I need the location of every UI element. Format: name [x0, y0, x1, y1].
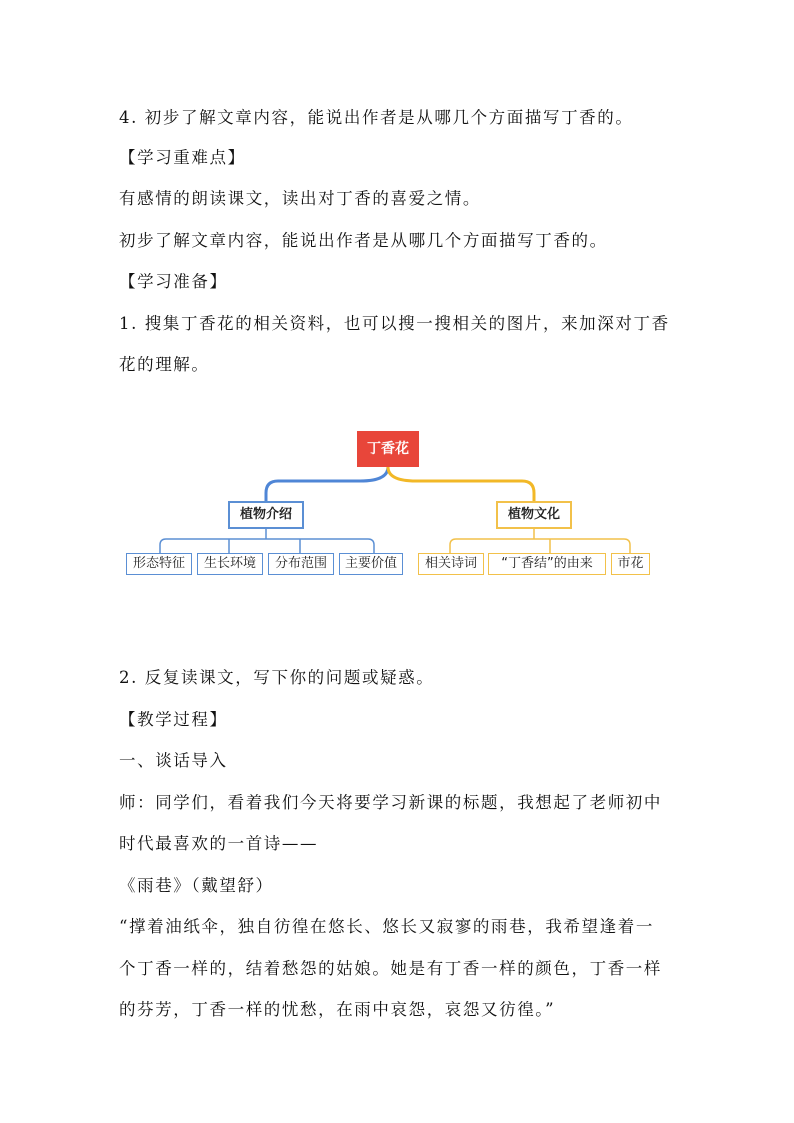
section-1-title: 一、谈话导入	[119, 751, 228, 770]
mindmap-leaf-environment: 生长环境	[197, 553, 263, 575]
mindmap-leaf-poems: 相关诗词	[418, 553, 484, 575]
mindmap-leaf-origin: “丁香结”的由来	[488, 553, 606, 575]
connector-right-children	[450, 529, 630, 553]
preparation-1-line-2: 花的理解。	[119, 355, 210, 374]
key-point-2: 初步了解文章内容，能说出作者是从哪几个方面描写丁香的。	[119, 231, 608, 250]
poem-line-1: “撑着油纸伞，独自彷徨在悠长、悠长又寂寥的雨巷，我希望逢着一	[119, 917, 654, 936]
poem-title: 《雨巷》（戴望舒）	[119, 876, 274, 895]
teacher-speech-line-2: 时代最喜欢的一首诗——	[119, 834, 319, 853]
connector-root-left	[266, 467, 388, 501]
poem-line-3: 的芬芳，丁香一样的忧愁，在雨中哀怨，哀怨又彷徨。”	[119, 1000, 556, 1019]
teacher-speech-line-1: 师：同学们，看着我们今天将要学习新课的标题，我想起了老师初中	[119, 793, 662, 812]
mindmap-leaf-morphology: 形态特征	[126, 553, 192, 575]
connector-left-children	[160, 529, 374, 553]
mindmap-leaf-value: 主要价值	[339, 553, 403, 575]
mindmap-node-plant-intro: 植物介绍	[228, 501, 304, 529]
connector-root-right	[388, 467, 534, 501]
mindmap-leaf-distribution: 分布范围	[268, 553, 334, 575]
key-point-1: 有感情的朗读课文，读出对丁香的喜爱之情。	[119, 189, 481, 208]
preparation-1-line-1: 1. 搜集丁香花的相关资料，也可以搜一搜相关的图片，来加深对丁香	[119, 314, 670, 333]
poem-line-2: 个丁香一样的，结着愁怨的姑娘。她是有丁香一样的颜色，丁香一样	[119, 959, 662, 978]
objective-4: 4. 初步了解文章内容，能说出作者是从哪几个方面描写丁香的。	[119, 108, 634, 127]
heading-key-points: 【学习重难点】	[119, 148, 246, 167]
heading-preparation: 【学习准备】	[119, 272, 228, 291]
mindmap-leaf-city-flower: 市花	[611, 553, 650, 575]
heading-teaching-process: 【教学过程】	[119, 710, 228, 729]
mindmap-root-node: 丁香花	[357, 431, 419, 467]
preparation-2: 2. 反复读课文，写下你的问题或疑惑。	[119, 668, 435, 687]
mindmap-node-plant-culture: 植物文化	[496, 501, 572, 529]
